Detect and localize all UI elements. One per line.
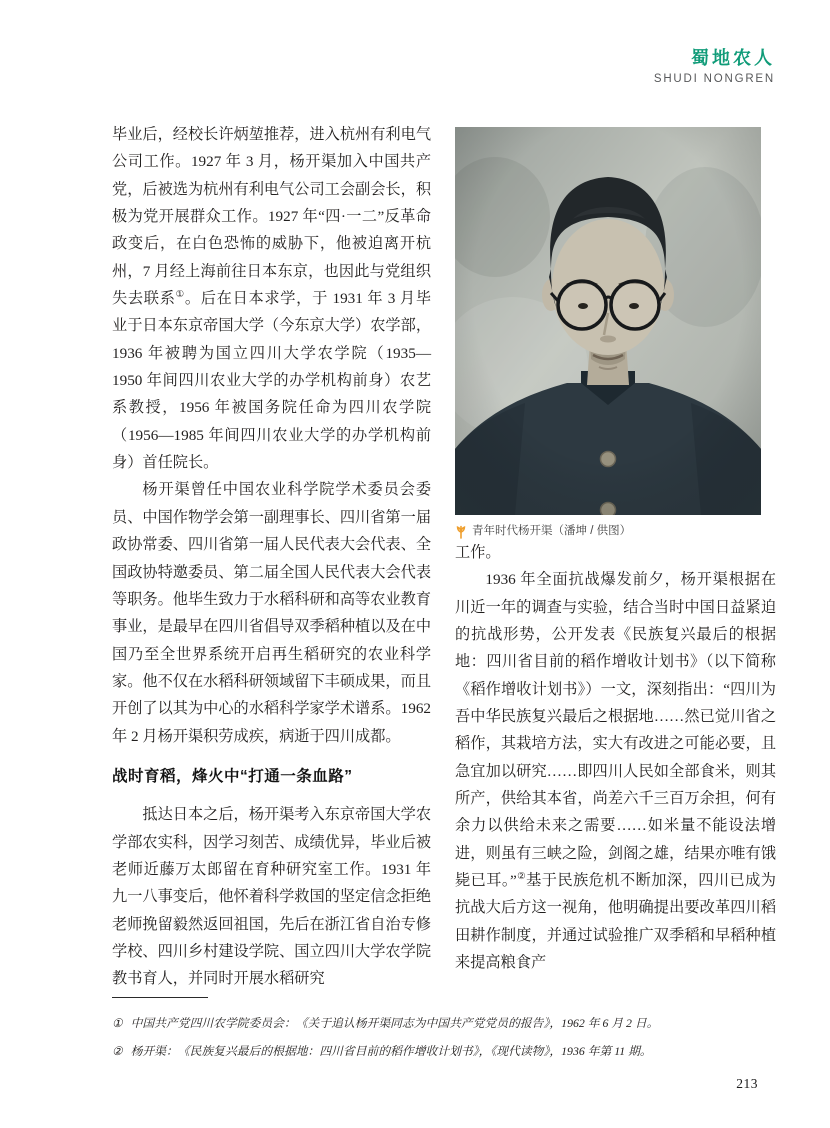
footnote-text: 中国共产党四川农学院委员会：《关于追认杨开渠同志为中国共产党党员的报告》，1962 年 6 月 2 日。	[130, 1016, 659, 1030]
footnotes-block	[112, 997, 775, 1065]
paragraph-text: 1936 年全面抗战爆发前夕，杨开渠根据在川近一年的调查与实验，结合当时中国日益紧迫的抗战形势，公开发表《民族复兴最后的根据地：四川省目前的稻作增收计划书》（以下简称《稻作增收计划书》）一文，深刻指出：“四川为吾中华民族复兴最后之根据地……然已觉川省之稻作，其栽培方法，实大有改进之可能必要，且急宜加以研究……即四川人民如全部食米，则其所产，供给其本省，尚差六千三百万余担，何有余力以供给未来之需要……如米量不能设法增进，则虽有三峡之险，剑阁之雄，结果亦唯有饿毙已耳。”	[455, 571, 776, 890]
masthead-title-cn: 蜀地农人	[691, 48, 775, 68]
footnote-marker: ②	[112, 1044, 123, 1058]
footnote-text: 杨开渠：《民族复兴最后的根据地：四川省目前的稻作增收计划书》，《现代读物》，1936 年第 11 期。	[130, 1044, 652, 1058]
footnote-item-1	[112, 1009, 775, 1037]
footnote-divider	[112, 997, 208, 998]
paragraph-japan-study: 抵达日本之后，杨开渠考入东京帝国大学农学部农实科，因学习刻苦、成绩优异，毕业后被老师近藤万太郎留在育种研究室工作。1931 年九一八事变后，他怀着科学救国的坚定信念拒绝老师挽留毅然返回祖国，先后在浙江省自治专修学校、四川乡村建设学院、国立四川大学农学院教书育人，并同时开展水稻研究	[112, 806, 431, 988]
masthead-title-en: SHUDI NONGREN	[653, 73, 775, 85]
paragraph-text: 毕业后，经校长许炳堃推荐，进入杭州有利电气公司工作。1927 年 3 月，杨开渠加入中国共产党，后被选为杭州有利电气公司工会副会长，积极为党开展群众工作。1927 年“四·一二”反革命政变后，在白色恐怖的威胁下，他被迫离开杭州，7 月经上海前往日本东京，也因此与党组织失去联系	[112, 126, 431, 308]
photo-caption: 青年时代杨开渠（潘坤 / 供图）	[472, 525, 632, 537]
footnote-ref-1: ①	[175, 290, 185, 300]
paragraph-biography-2: 杨开渠曾任中国农业科学院学术委员会委员、中国作物学会第一副理事长、四川省第一届政协常委、四川省第一届人民代表大会代表、全国政协特邀委员、第二届全国人民代表大会代表等职务。他毕生致力于水稻科研和高等农业教育事业，是最早在四川省倡导双季稻种植以及在中国乃至全世界系统开启再生稻研究的农业科学家。他不仅在水稻科研领域留下丰硕成果，而且开创了以其为中心的水稻科学家学术谱系。1962 年 2 月杨开渠积劳成疾，病逝于四川成都。	[112, 481, 431, 745]
paragraph-continuation: 工作。	[455, 544, 501, 561]
paragraph-text: 。后在日本求学，于 1931 年 3 月毕业于日本东京帝国大学（今东京大学）农学部，1936 年被聘为国立四川大学农学院（1935—1950 年间四川农业大学的办学机构前身）农艺系教授，1956 年被国务院任命为四川农学院（1956—1985 年间四川农业大学的办学机构前身）首任院长。	[112, 290, 432, 472]
masthead	[654, 44, 775, 85]
left-column	[112, 121, 431, 993]
footnote-marker: ①	[112, 1016, 123, 1030]
paragraph-1936-plan	[455, 566, 776, 976]
right-column	[455, 121, 776, 977]
paragraph-biography-1	[112, 121, 431, 476]
rice-sheaf-icon	[455, 525, 467, 539]
section-heading: 战时育稻，烽火中“打通一条血路”	[112, 767, 353, 785]
footnote-ref-2: ②	[516, 872, 527, 883]
page-number: 213	[736, 1076, 758, 1091]
portrait-photo	[455, 127, 761, 515]
footnote-item-2	[112, 1037, 775, 1065]
photo-caption-row	[455, 524, 776, 539]
paragraph-text: 基于民族危机不断加深，四川已成为抗战大后方这一视角，他明确提出要改革四川稻田耕作制度，并通过试验推广双季稻和早稻种植来提高粮食产	[455, 872, 776, 972]
